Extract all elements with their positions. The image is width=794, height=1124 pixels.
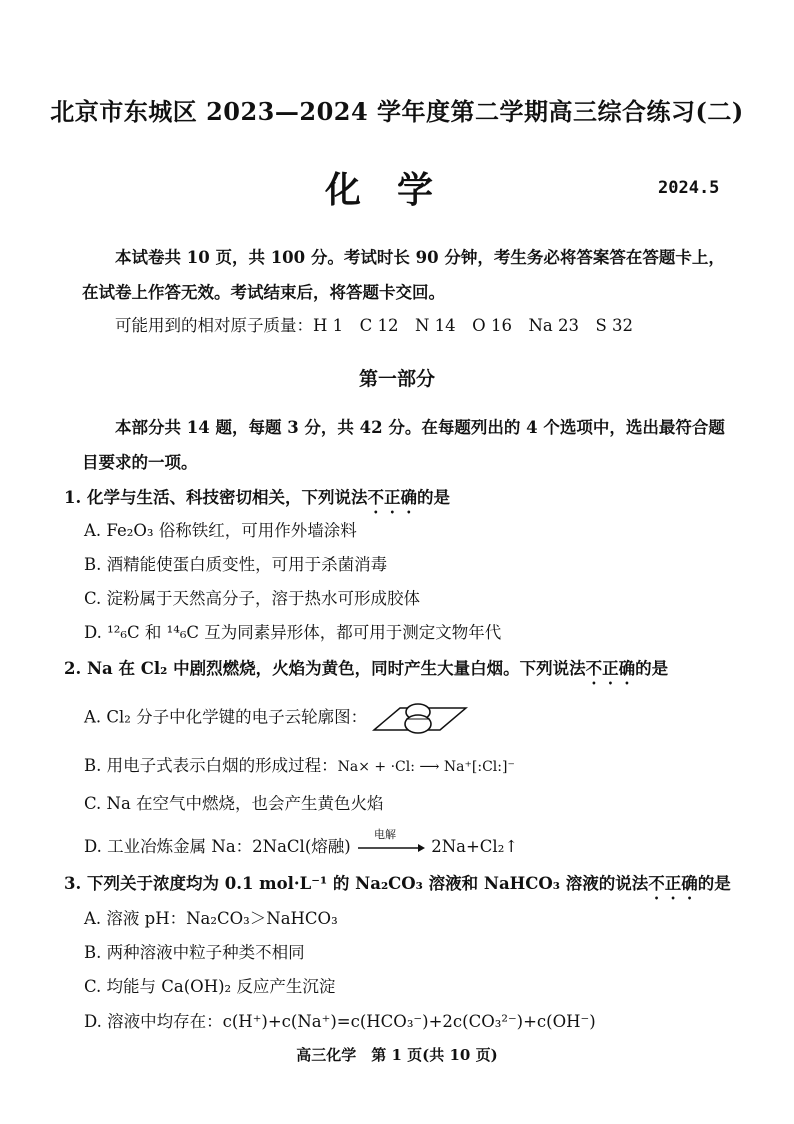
- electron-cloud-diagram: [372, 700, 468, 736]
- emphasis-text: 不正确: [648, 874, 698, 893]
- q1-option-a: A. Fe₂O₃ 俗称铁红，可用作外墙涂料: [84, 521, 357, 540]
- q3-option-b: B. 两种溶液中粒子种类不相同: [84, 943, 305, 962]
- question-2-stem: 2. Na 在 Cl₂ 中剧烈燃烧，火焰为黄色，同时产生大量白烟。下列说法不正确的是: [64, 659, 669, 678]
- question-3-stem: 3. 下列关于浓度均为 0.1 mol·L⁻¹ 的 Na₂CO₃ 溶液和 NaHCO₃ 溶液的说法不正确的是: [64, 874, 731, 893]
- q2-option-b: B. 用电子式表示白烟的形成过程：Na× + ·Cl: ⟶ Na⁺[:Cl:]⁻: [84, 756, 515, 775]
- exam-title: 北京市东城区 2023—2024 学年度第二学期高三综合练习(二): [50, 97, 744, 126]
- atomic-masses: 可能用到的相对原子质量：H 1 C 12 N 14 O 16 Na 23 S 32: [115, 316, 634, 335]
- part-instructions: 本部分共 14 题，每题 3 分，共 42 分。在每题列出的 4 个选项中，选出最符合题目要求的一项。: [82, 418, 725, 472]
- reaction-arrow: [356, 827, 426, 858]
- intro-instructions: 本试卷共 10 页，共 100 分。考试时长 90 分钟，考生务必将答案答在答题卡上，在试卷上作答无效。考试结束后，将答题卡交回。: [82, 248, 725, 302]
- reaction-condition: 电解: [373, 827, 396, 841]
- q3-option-c: C. 均能与 Ca(OH)₂ 反应产生沉淀: [84, 977, 336, 996]
- electron-formula: Na× + ·Cl: ⟶ Na⁺[:Cl:]⁻: [337, 759, 515, 775]
- emphasis-text: 不正确: [367, 488, 417, 507]
- page-footer: 高三化学 第 1 页(共 10 页): [296, 1046, 498, 1064]
- q3-option-a: A. 溶液 pH：Na₂CO₃＞NaHCO₃: [84, 909, 338, 928]
- exam-date: 2024.5: [658, 178, 720, 198]
- question-1-stem: 1. 化学与生活、科技密切相关，下列说法不正确的是: [64, 488, 450, 507]
- q3-option-d: D. 溶液中均存在：c(H⁺)+c(Na⁺)=c(HCO₃⁻)+2c(CO₃²⁻)+c(OH⁻): [84, 1012, 596, 1031]
- q2-option-a: A. Cl₂ 分子中化学键的电子云轮廓图：: [84, 700, 468, 736]
- q2-option-c: C. Na 在空气中燃烧，也会产生黄色火焰: [84, 794, 384, 813]
- q1-option-c: C. 淀粉属于天然高分子，溶于热水可形成胶体: [84, 589, 421, 608]
- q1-option-b: B. 酒精能使蛋白质变性，可用于杀菌消毒: [84, 555, 388, 574]
- section-heading: 第一部分: [358, 368, 435, 390]
- emphasis-text: 不正确: [585, 659, 636, 678]
- q1-option-d: D. ¹²₆C 和 ¹⁴₆C 互为同素异形体，都可用于测定文物年代: [84, 623, 502, 642]
- q2-option-d: D. 工业冶炼金属 Na：2NaCl(熔融) 电解 2Na+Cl₂↑: [84, 827, 519, 856]
- subject-title: 化学: [324, 169, 469, 211]
